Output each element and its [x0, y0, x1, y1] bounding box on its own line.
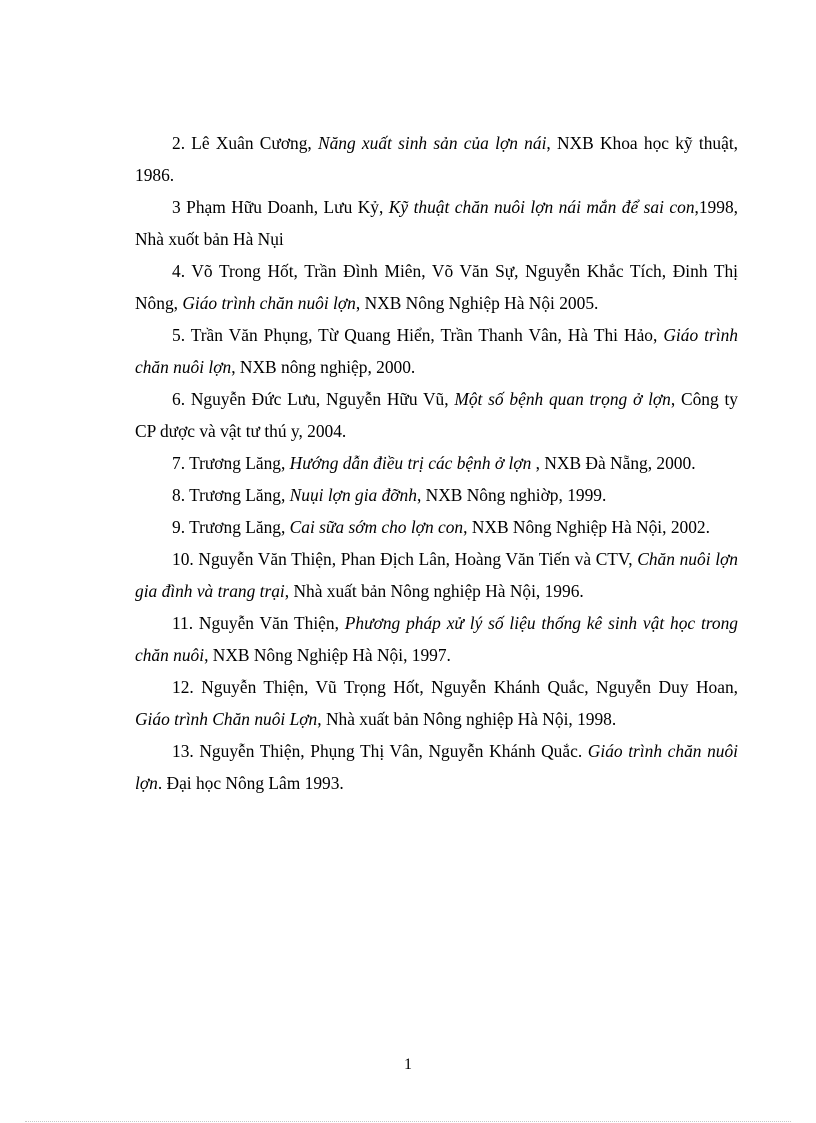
reference-text: , NXB Khoa học kỹ thuật, 1986.	[135, 133, 738, 185]
reference-text: 13. Nguyễn Thiện, Phụng Thị Vân, Nguyễn Khánh Quắc.	[172, 741, 588, 761]
reference-title: Giáo trình chăn nuôi lợn	[182, 293, 356, 313]
reference-item	[135, 735, 738, 799]
reference-text: 12. Nguyễn Thiện, Vũ Trọng Hốt, Nguyễn Khánh Quắc, Nguyễn Duy Hoan,	[172, 677, 738, 697]
reference-title: Giáo trình Chăn nuôi Lợn	[135, 709, 318, 729]
reference-text: 5. Trần Văn Phụng, Từ Quang Hiển, Trần Thanh Vân, Hà Thi Hảo,	[172, 325, 664, 345]
reference-item	[135, 543, 738, 607]
reference-text: 10. Nguyễn Văn Thiện, Phan Địch Lân, Hoàng Văn Tiến và CTV,	[172, 549, 638, 569]
reference-text: , NXB Nông nghiờp, 1999.	[416, 485, 607, 505]
reference-text: , NXB nông nghiệp, 2000.	[231, 357, 416, 377]
reference-item	[135, 479, 738, 511]
reference-title: Cai sữa sớm cho lợn con	[289, 517, 464, 537]
reference-text: 9. Trương Lăng,	[172, 517, 290, 537]
reference-item	[135, 319, 738, 383]
reference-text: , NXB Nông Nghiệp Hà Nội, 2002.	[463, 517, 710, 537]
reference-title: Năng xuất sinh sản của lợn nái	[318, 133, 547, 153]
reference-text: 7. Trương Lăng,	[172, 453, 290, 473]
reference-title: Phương pháp xử lý số liệu thống kê sinh vật học trong chăn nuôi	[135, 613, 738, 665]
page-number: 1	[404, 1056, 412, 1073]
reference-item	[135, 255, 738, 319]
reference-item	[135, 191, 738, 255]
reference-title: Hướng dẫn điều trị các bệnh ở lợn	[289, 453, 532, 473]
reference-text: 6. Nguyễn Đức Lưu, Nguyễn Hữu Vũ,	[172, 389, 455, 409]
reference-item	[135, 671, 738, 735]
reference-text: ,1998, Nhà xuốt bản Hà Nụi	[135, 197, 738, 249]
reference-title: Kỹ thuật chăn nuôi lợn nái mắn để sai con	[388, 197, 695, 217]
reference-item	[135, 607, 738, 671]
reference-text: , NXB Đà Nẵng, 2000.	[531, 453, 696, 473]
reference-text: 8. Trương Lăng,	[172, 485, 290, 505]
reference-list	[135, 127, 738, 799]
reference-text: 3 Phạm Hữu Doanh, Lưu Kỷ,	[172, 197, 389, 217]
reference-text: , Nhà xuất bản Nông nghiệp Hà Nội, 1996.	[284, 581, 584, 601]
reference-text: 2. Lê Xuân Cương,	[172, 133, 318, 153]
reference-item	[135, 383, 738, 447]
reference-title: Một số bệnh quan trọng ở lợn	[454, 389, 671, 409]
reference-text: , Nhà xuất bản Nông nghiệp Hà Nội, 1998.	[317, 709, 617, 729]
reference-title: Chăn nuôi lợn gia đình và trang trại	[135, 549, 739, 601]
reference-title: Giáo trình chăn nuôi lợn	[135, 741, 739, 793]
reference-text: 11. Nguyễn Văn Thiện,	[172, 613, 345, 633]
reference-text: , NXB Nông Nghiệp Hà Nội, 1997.	[204, 645, 451, 665]
reference-title: Nuụi lợn gia đỡnh	[289, 485, 417, 505]
reference-item	[135, 447, 738, 479]
reference-text: . Đại học Nông Lâm 1993.	[157, 773, 344, 793]
reference-text: , Công ty CP dược và vật tư thú y, 2004.	[135, 389, 738, 441]
reference-text: 4. Võ Trong Hốt, Trần Đình Miên, Võ Văn Sự, Nguyễn Khắc Tích, Đinh Thị Nông,	[135, 261, 738, 313]
reference-text: , NXB Nông Nghiệp Hà Nội 2005.	[355, 293, 599, 313]
reference-title: Giáo trình chăn nuôi lợn	[135, 325, 738, 377]
reference-item	[135, 511, 738, 543]
page-bottom-divider	[25, 1121, 791, 1122]
reference-item	[135, 127, 738, 191]
